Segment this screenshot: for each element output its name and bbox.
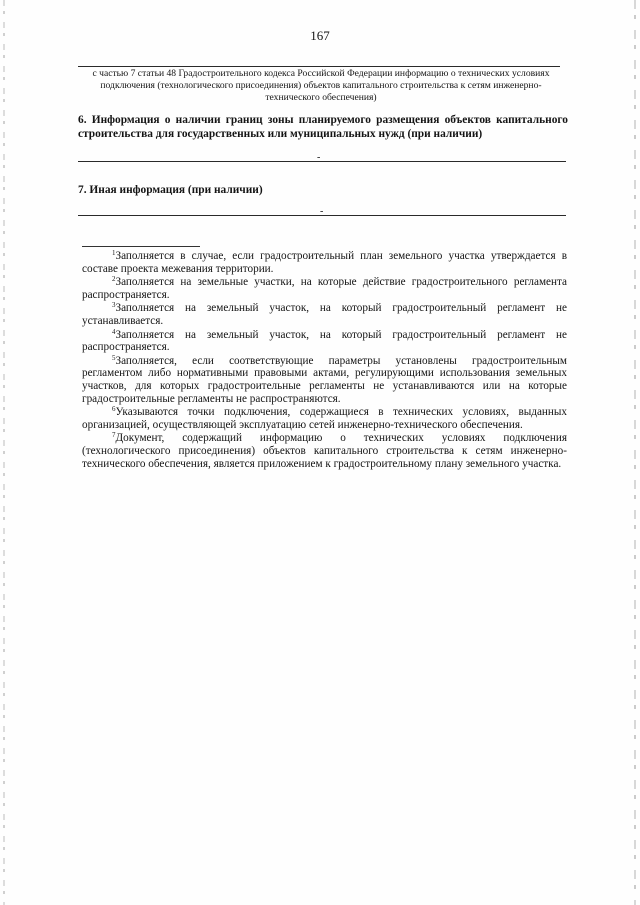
- footnote-5-text: Заполняется, если соответствующие параметры установлены градостроительным регламентом либо нормативными правовыми актами, регулирующими использования земельных участков, для которых градостроительные регламенты не устанавливаются или на которые градостроительные регламенты не распространяются.: [82, 354, 567, 405]
- footnote-4-text: Заполняется на земельный участок, на который градостроительный регламент не распространяется.: [82, 328, 567, 354]
- footnote-7-number: 7: [112, 431, 116, 440]
- section-7-rule: [78, 215, 566, 216]
- footnote-2: [82, 276, 567, 301]
- header-note: с частью 7 статьи 48 Градостроительного кодекса Российской Федерации информацию о технических условиях подключения (технологического присоединения) объектов капитального строительства к сетям инженерно-технического обеспечения): [92, 68, 550, 103]
- section-7-value: -: [320, 206, 324, 217]
- section-6-rule: [78, 161, 566, 162]
- scan-edge-left: [3, 0, 5, 905]
- footnote-1-number: 1: [112, 249, 116, 257]
- footnote-6-text: Указываются точки подключения, содержащиеся в технических условиях, выданных организацией, осуществляющей эксплуатацию сетей инженерно-технического обеспечения.: [82, 406, 567, 431]
- footnotes: [82, 250, 567, 471]
- footnote-3-text: Заполняется на земельный участок, на который градостроительный регламент не устанавливается.: [82, 302, 567, 327]
- footnote-3: [82, 302, 567, 327]
- footnote-6-number: 6: [112, 405, 116, 414]
- footnote-6: [82, 406, 567, 431]
- footnote-4: [82, 329, 567, 354]
- footnote-5-number: 5: [112, 353, 116, 362]
- footnote-2-text: Заполняется на земельные участки, на которые действие градостроительного регламента распространяется.: [82, 276, 567, 301]
- footnote-1: [82, 250, 567, 275]
- footnote-1-text: Заполняется в случае, если градостроительный план земельного участка утверждается в составе проекта межевания территории.: [82, 250, 567, 275]
- footnote-7-text: Документ, содержащий информацию о технических условиях подключения (технологического присоединения) объектов капитального строительства к сетям инженерно-технического обеспечения, является приложением к градостроительному плану земельного участка.: [82, 432, 567, 470]
- top-rule: [78, 66, 560, 67]
- footnote-5: [82, 355, 567, 405]
- footnote-2-number: 2: [112, 275, 116, 284]
- footnote-4-number: 4: [112, 327, 116, 336]
- scan-edge-right: [634, 0, 636, 905]
- section-7-heading: 7. Иная информация (при наличии): [78, 184, 263, 196]
- section-6-value: -: [317, 152, 321, 163]
- footnote-3-number: 3: [112, 301, 116, 310]
- page-number: 167: [310, 28, 330, 43]
- footnote-7: [82, 432, 567, 470]
- footnote-separator: [82, 246, 200, 247]
- section-6-heading: 6. Информация о наличии границ зоны планируемого размещения объектов капитального строительства для государственных или муниципальных нужд (при наличии): [78, 114, 568, 140]
